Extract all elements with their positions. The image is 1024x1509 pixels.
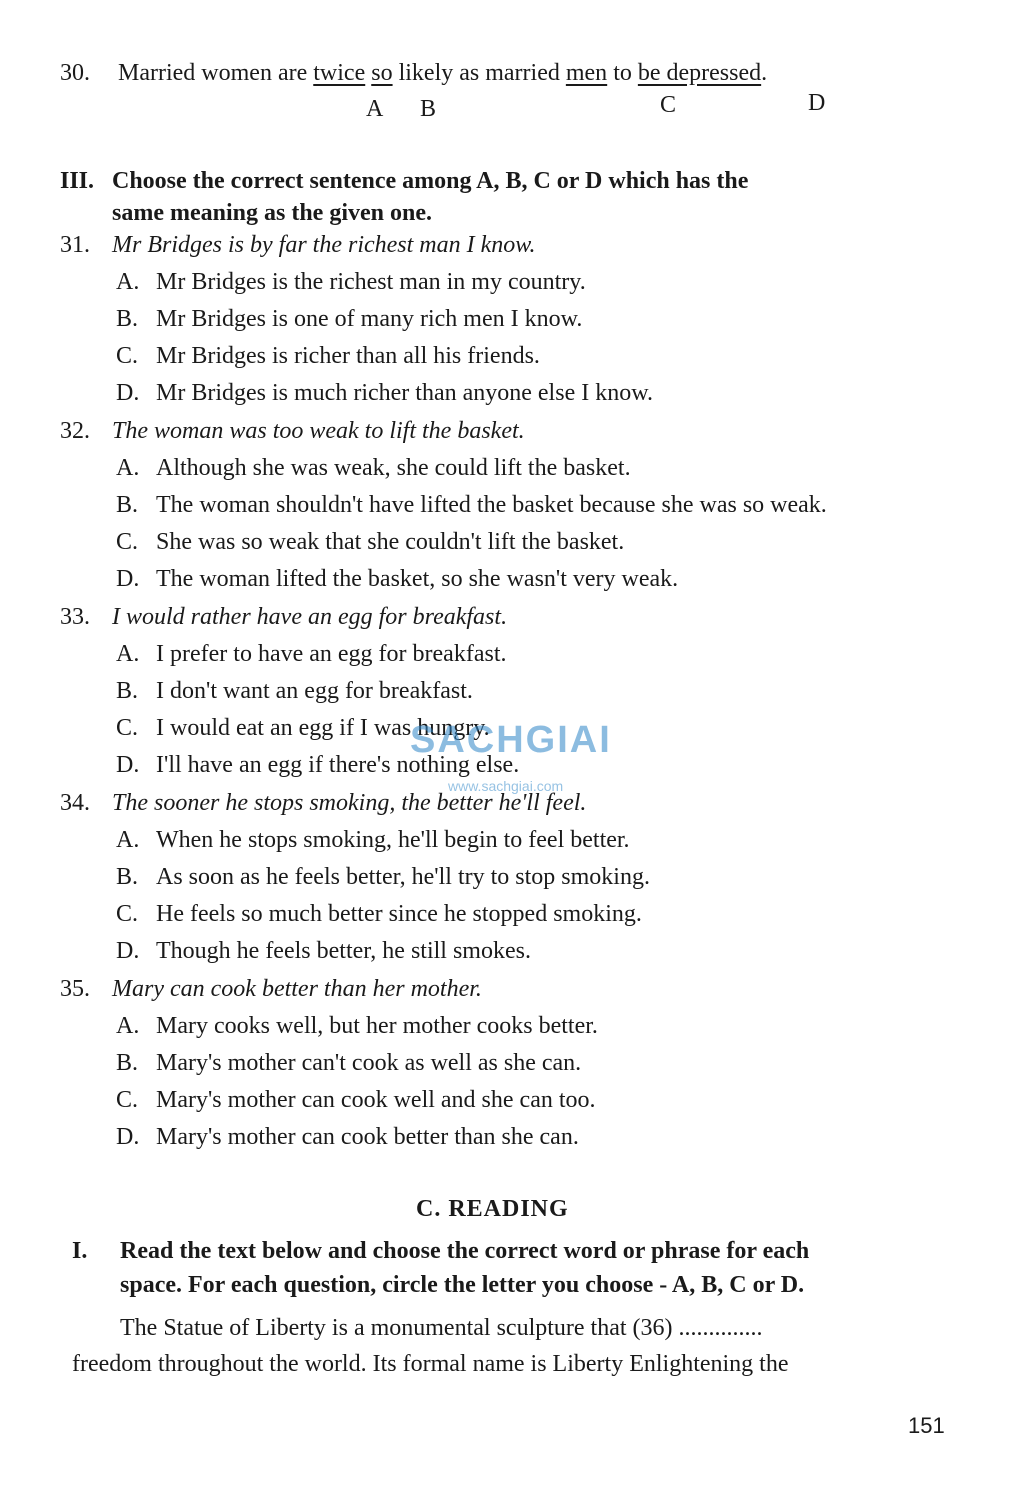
option-text: Mr Bridges is one of many rich men I know. xyxy=(156,306,583,332)
q30-underlined-b: so xyxy=(371,60,393,86)
answer-option[interactable] xyxy=(116,1048,581,1078)
q30-period: . xyxy=(761,60,768,86)
answer-option[interactable] xyxy=(116,1011,598,1041)
section-instruction-line2: same meaning as the given one. xyxy=(112,200,432,226)
question-30 xyxy=(60,58,767,88)
answer-option[interactable] xyxy=(116,453,631,483)
reading-paragraph-line1: The Statue of Liberty is a monumental sculpture that (36) .............. xyxy=(120,1315,763,1341)
option-letter: A. xyxy=(116,1013,140,1039)
q30-underlined-a: twice xyxy=(313,60,366,86)
option-text: When he stops smoking, he'll begin to feel better. xyxy=(156,827,630,853)
option-text: Mary's mother can't cook as well as she can. xyxy=(156,1050,582,1076)
question-prompt xyxy=(60,416,525,446)
section-instruction-line1: Choose the correct sentence among A, B, C or D which has the xyxy=(112,168,749,194)
option-letter: D. xyxy=(116,566,140,592)
option-text: Mary's mother can cook better than she can. xyxy=(156,1124,579,1150)
option-letter: D. xyxy=(116,938,140,964)
underline-label-d: D xyxy=(808,90,826,116)
option-letter: D. xyxy=(116,752,140,778)
question-prompt-text: Mr Bridges is by far the richest man I know. xyxy=(112,232,536,258)
answer-option[interactable] xyxy=(116,1085,596,1115)
section-roman: III. xyxy=(60,168,95,194)
option-letter: B. xyxy=(116,492,139,518)
q30-underlined-d: be depressed xyxy=(637,60,762,86)
reading-instruction-line2: space. For each question, circle the letter you choose - A, B, C or D. xyxy=(120,1272,805,1298)
option-letter: B. xyxy=(116,678,139,704)
answer-option[interactable] xyxy=(116,899,642,929)
underline-label-b: B xyxy=(420,96,437,122)
option-letter: D. xyxy=(116,380,140,406)
question-number: 31. xyxy=(60,232,90,258)
question-number: 34. xyxy=(60,790,90,816)
question-prompt xyxy=(60,230,536,260)
option-letter: B. xyxy=(116,1050,139,1076)
option-text: The woman shouldn't have lifted the basket because she was so weak. xyxy=(156,492,827,518)
option-letter: A. xyxy=(116,641,140,667)
option-text: I would eat an egg if I was hungry. xyxy=(156,715,490,741)
option-text: I don't want an egg for breakfast. xyxy=(156,678,473,704)
answer-option[interactable] xyxy=(116,378,653,408)
reading-instruction xyxy=(72,1234,809,1268)
option-text: Mr Bridges is much richer than anyone else I know. xyxy=(156,380,653,406)
question-prompt-text: The sooner he stops smoking, the better he'll feel. xyxy=(112,790,587,816)
watermark-url: www.sachgiai.com xyxy=(448,778,564,794)
answer-option[interactable] xyxy=(116,936,531,966)
answer-option[interactable] xyxy=(116,490,827,520)
question-number: 35. xyxy=(60,976,90,1002)
option-letter: B. xyxy=(116,306,139,332)
option-letter: C. xyxy=(116,343,139,369)
option-text: I prefer to have an egg for breakfast. xyxy=(156,641,507,667)
answer-option[interactable] xyxy=(116,304,582,334)
reading-heading: C. READING xyxy=(416,1196,569,1222)
option-letter: A. xyxy=(116,455,140,481)
reading-instruction-line1: Read the text below and choose the correct word or phrase for each xyxy=(120,1238,810,1264)
answer-option[interactable] xyxy=(116,267,586,297)
option-text: The woman lifted the basket, so she wasn't very weak. xyxy=(156,566,679,592)
option-text: I'll have an egg if there's nothing else. xyxy=(156,752,520,778)
option-letter: C. xyxy=(116,715,139,741)
underline-label-a: A xyxy=(366,96,384,122)
question-prompt-text: I would rather have an egg for breakfast. xyxy=(112,604,508,630)
option-letter: A. xyxy=(116,269,140,295)
section-heading xyxy=(60,164,748,198)
question-prompt-text: The woman was too weak to lift the basket. xyxy=(112,418,525,444)
question-prompt xyxy=(60,602,507,632)
option-text: She was so weak that she couldn't lift the basket. xyxy=(156,529,625,555)
question-prompt xyxy=(60,974,482,1004)
option-text: Although she was weak, she could lift the basket. xyxy=(156,455,631,481)
option-text: As soon as he feels better, he'll try to stop smoking. xyxy=(156,864,650,890)
option-text: He feels so much better since he stopped smoking. xyxy=(156,901,642,927)
question-number: 33. xyxy=(60,604,90,630)
option-letter: D. xyxy=(116,1124,140,1150)
option-letter: A. xyxy=(116,827,140,853)
answer-option[interactable] xyxy=(116,341,540,371)
reading-paragraph-line2: freedom throughout the world. Its formal name is Liberty Enlightening the xyxy=(72,1351,789,1377)
answer-option[interactable] xyxy=(116,564,678,594)
question-number: 30. xyxy=(60,60,90,86)
option-letter: B. xyxy=(116,864,139,890)
answer-option[interactable] xyxy=(116,1122,579,1152)
q30-text-part3: to xyxy=(613,60,632,86)
q30-underlined-c: men xyxy=(565,60,608,86)
q30-text-part1: Married women are xyxy=(118,60,308,86)
answer-option[interactable] xyxy=(116,639,506,669)
question-number: 32. xyxy=(60,418,90,444)
option-text: Mr Bridges is the richest man in my country. xyxy=(156,269,586,295)
option-text: Mary's mother can cook well and she can too. xyxy=(156,1087,596,1113)
watermark-logo: SACHGIAI xyxy=(410,719,612,761)
underline-label-c: C xyxy=(660,92,677,118)
question-prompt-text: Mary can cook better than her mother. xyxy=(112,976,482,1002)
answer-option[interactable] xyxy=(116,676,473,706)
answer-option[interactable] xyxy=(116,527,624,557)
option-text: Mary cooks well, but her mother cooks better. xyxy=(156,1013,598,1039)
page-number: 151 xyxy=(908,1413,945,1438)
answer-option[interactable] xyxy=(116,825,630,855)
option-letter: C. xyxy=(116,529,139,555)
option-letter: C. xyxy=(116,1087,139,1113)
answer-option[interactable] xyxy=(116,862,650,892)
reading-roman: I. xyxy=(72,1238,88,1264)
option-letter: C. xyxy=(116,901,139,927)
option-text: Mr Bridges is richer than all his friends. xyxy=(156,343,540,369)
option-text: Though he feels better, he still smokes. xyxy=(156,938,531,964)
q30-text-part2: likely as married xyxy=(398,60,560,86)
